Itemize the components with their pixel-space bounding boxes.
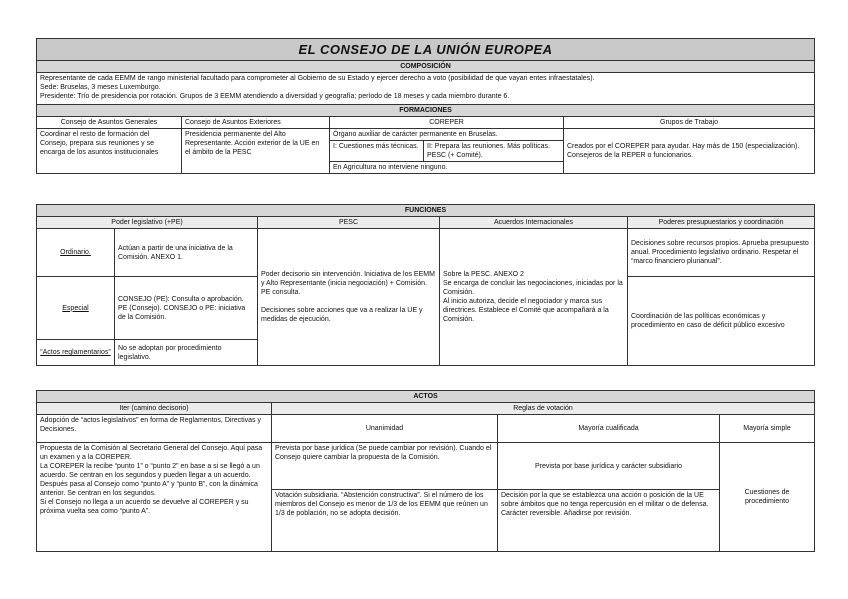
composicion-header: COMPOSICIÓN [37, 61, 815, 73]
simple-body: Cuestiones de procedimiento [720, 443, 815, 552]
presupuesto-bottom: Coordinación de las políticas económicas y procedimiento en caso de déficit público excesivo [628, 277, 815, 366]
legislativo-text-ordinario: Actúan a partir de una iniciativa de la Comisión. ANEXO 1. [115, 229, 258, 277]
composicion-line: Sede: Bruselas, 3 meses Luxemburgo. [40, 84, 161, 91]
acuerdos-body [440, 229, 628, 366]
vote-head-cualificada: Mayoría cualificada [498, 415, 720, 443]
iter-row1: Adopción de “actos legislativos” en forma de Reglamentos, Directivas y Decisiones. [37, 415, 272, 443]
grupos-trabajo-head: Grupos de Trabajo [564, 117, 815, 129]
iter-para: Después pasa al Consejo como “punto A” y “punto B”, con la dinámica anterior. Se centran en los segundos. [40, 481, 258, 497]
asuntos-exteriores-head: Consejo de Asuntos Exteriores [182, 117, 330, 129]
asuntos-exteriores-text: Presidencia permanente del Alto Representante. Acción exterior de la UE en el ámbito de la PESC [182, 129, 330, 174]
acuerdos-head: Acuerdos Internacionales [440, 217, 628, 229]
pesc-head: PESC [258, 217, 440, 229]
coreper-i: I: Cuestiones más técnicas. [330, 141, 424, 162]
asuntos-generales-text: Coordinar el resto de formación del Consejo, prepara sus reuniones y se encarga de los asuntos institucionales [37, 129, 182, 174]
formaciones-header: FORMACIONES [37, 105, 815, 117]
iter-para: Propuesta de la Comisión al Secretario General del Consejo. Aquí pasa un examen y a la COREPER. [40, 445, 263, 461]
actos-header: ACTOS [37, 391, 815, 403]
legislativo-label-ordinario: Ordinario. [37, 229, 115, 277]
pesc-para: Poder decisorio sin intervención. Iniciativa de los EEMM y Alto Representante (inicia negociación) + Comisión. PE consulta. [261, 271, 435, 296]
funciones-table [36, 204, 815, 366]
grupos-trabajo-text: Creados por el COREPER para ayudar. Hay más de 150 (especialización). Consejeros de la REPER o funcionarios. [564, 129, 815, 174]
legislativo-text-actos: No se adoptan por procedimiento legislativo. [115, 340, 258, 366]
vote-head-unanimidad: Unanimidad [272, 415, 498, 443]
iter-body [37, 443, 272, 552]
cualificada-top: Prevista por base jurídica y carácter subsidiario [498, 443, 720, 490]
unanimidad-bottom: Votación subsidiaria. “Abstención constructiva”. Si el número de los miembros del Consejo es menor de 1/3 de los EEMM que reúnen un 1/3 de población, no se adopta decisión. [272, 490, 498, 552]
composicion-body [37, 73, 815, 105]
funciones-header: FUNCIONES [37, 205, 815, 217]
legislativo-label-actos: “Actos reglamentarios” [37, 340, 115, 366]
legislativo-text-especial: CONSEJO (PE): Consulta o aprobación. PE (Consejo). CONSEJO o PE: iniciativa de la Comisión. [115, 277, 258, 340]
coreper-row1: Órgano auxiliar de carácter permanente en Bruselas. [330, 129, 564, 141]
page-title: EL CONSEJO DE LA UNIÓN EUROPEA [37, 39, 815, 61]
legislativo-label-especial: Especial [37, 277, 115, 340]
unanimidad-top: Prevista por base jurídica (Se puede cambiar por revisión). Cuando el Consejo quiere cambiar la propuesta de la Comisión. [272, 443, 498, 490]
presupuesto-head: Poderes presupuestarios y coordinación [628, 217, 815, 229]
pesc-body [258, 229, 440, 366]
cualificada-bottom: Decisión por la que se establezca una acción o posición de la UE sobre ámbitos que no tenga repercusión en el militar o de defensa. Carácter reversible. Añadirse por revisión. [498, 490, 720, 552]
coreper-row3: En Agricultura no interviene ninguno. [330, 162, 564, 174]
vote-head-simple: Mayoría simple [720, 415, 815, 443]
composicion-line: Representante de cada EEMM de rango ministerial facultado para comprometer al Gobierno de su Estado y ejercer derecho a voto (posibilidad de que vayan entes infraestatales). [40, 75, 595, 82]
legislativo-head: Poder legislativo (+PE) [37, 217, 258, 229]
pesc-para: Decisiones sobre acciones que va a realizar la UE y medidas de ejecución. [261, 307, 423, 323]
reglas-head: Reglas de votación [272, 403, 815, 415]
iter-head: Iter (camino decisorio) [37, 403, 272, 415]
actos-table [36, 390, 815, 552]
iter-para: Si el Consejo no llega a un acuerdo se devuelve al COREPER y su próxima vuelta sea como “punto A”. [40, 499, 249, 515]
composicion-line: Presidente: Trío de presidencia por rotación. Grupos de 3 EEMM atendiendo a diversidad y geografía; período de 18 meses y cada miembro durante 6. [40, 93, 510, 100]
acuerdos-para: Se encarga de concluir las negociaciones, iniciadas por la Comisión. [443, 280, 623, 296]
iter-para: La COREPER la recibe “punto 1” o “punto 2” en base a si se llegó a un acuerdo. Se centran en los segundos y pueden llegar a un acuerdo. [40, 463, 260, 479]
coreper-head: COREPER [330, 117, 564, 129]
coreper-ii: II: Prepara las reuniones. Más políticas. PESC (+ Comité). [424, 141, 564, 162]
acuerdos-para: Al inicio autoriza, decide el negociador y marca sus directrices. Establece el Comité que acompañará a la Comisión. [443, 298, 609, 323]
consejo-table [36, 38, 815, 174]
asuntos-generales-head: Consejo de Asuntos Generales [37, 117, 182, 129]
acuerdos-para: Sobre la PESC. ANEXO 2 [443, 271, 524, 278]
presupuesto-top: Decisiones sobre recursos propios. Aprueba presupuesto anual. Procedimiento legislativo ordinario. Respetar el “marco financiero plurianual”. [628, 229, 815, 277]
